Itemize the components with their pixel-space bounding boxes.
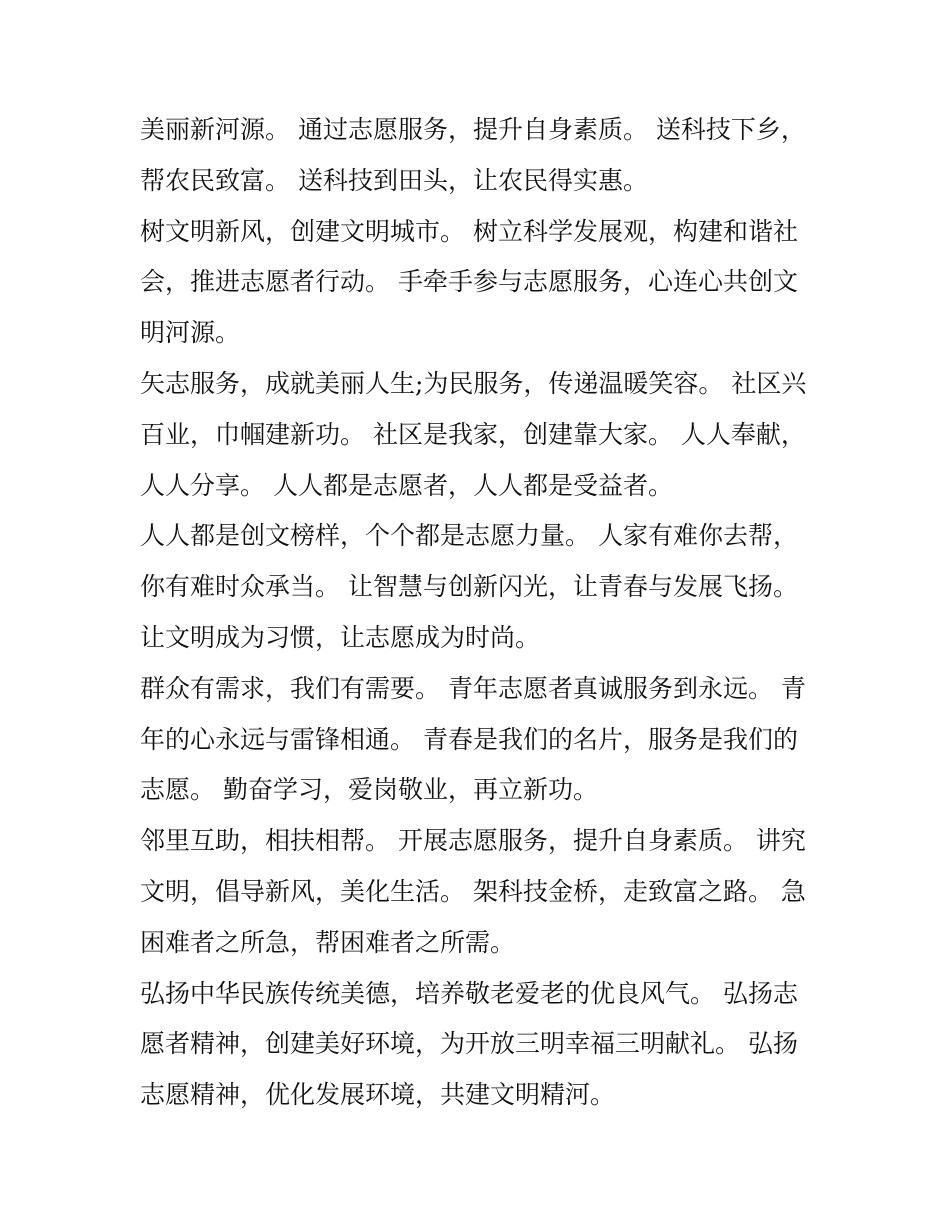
text-line: 人人分享。 人人都是志愿者，人人都是受益者。: [140, 470, 673, 500]
text-line: 邻里互助，相扶相帮。 开展志愿服务，提升自身素质。 讲究: [140, 826, 806, 856]
text-line: 树文明新风，创建文明城市。 树立科学发展观，构建和谐社: [140, 216, 798, 246]
text-line: 矢志服务，成就美丽人生;为民服务，传递温暖笑容。 社区兴: [140, 368, 807, 398]
paragraph-6: [140, 816, 805, 968]
text-line: 明河源。: [140, 318, 241, 348]
text-line: 人人都是创文榜样，个个都是志愿力量。 人家有难你去帮，: [140, 521, 798, 551]
text-line: 志愿精神，优化发展环境，共建文明精河。: [140, 1080, 616, 1110]
text-line: 年的心永远与雷锋相通。 青春是我们的名片，服务是我们的: [140, 724, 798, 754]
text-line: 愿者精神，创建美好环境，为开放三明幸福三明献礼。 弘扬: [140, 1029, 798, 1059]
text-line: 百业，巾帼建新功。 社区是我家，创建靠大家。 人人奉献，: [140, 419, 806, 449]
text-line: 美丽新河源。 通过志愿服务，提升自身素质。 送科技下乡，: [140, 115, 806, 144]
text-line: 文明，倡导新风，美化生活。 架科技金桥，走致富之路。 急: [140, 876, 806, 906]
text-line: 帮农民致富。 送科技到田头，让农民得实惠。: [140, 165, 648, 195]
text-line: 志愿。 勤奋学习，爱岗敬业，再立新功。: [140, 775, 598, 805]
paragraph-1: [140, 105, 805, 207]
paragraph-3: [140, 359, 805, 511]
paragraph-4: [140, 511, 805, 663]
paragraph-7: [140, 969, 805, 1121]
paragraph-2: [140, 207, 805, 359]
text-line: 困难者之所急，帮困难者之所需。: [140, 927, 516, 957]
text-line: 让文明成为习惯，让志愿成为时尚。: [140, 622, 541, 652]
paragraph-5: [140, 664, 805, 816]
text-line: 你有难时众承当。 让智慧与创新闪光，让青春与发展飞扬。: [140, 572, 798, 602]
document-body: [140, 105, 805, 1121]
text-line: 弘扬中华民族传统美德，培养敬老爱老的优良风气。 弘扬志: [140, 978, 798, 1008]
text-line: 群众有需求，我们有需要。 青年志愿者真诚服务到永远。 青: [140, 673, 806, 703]
text-line: 会，推进志愿者行动。 手牵手参与志愿服务，心连心共创文: [140, 267, 798, 297]
